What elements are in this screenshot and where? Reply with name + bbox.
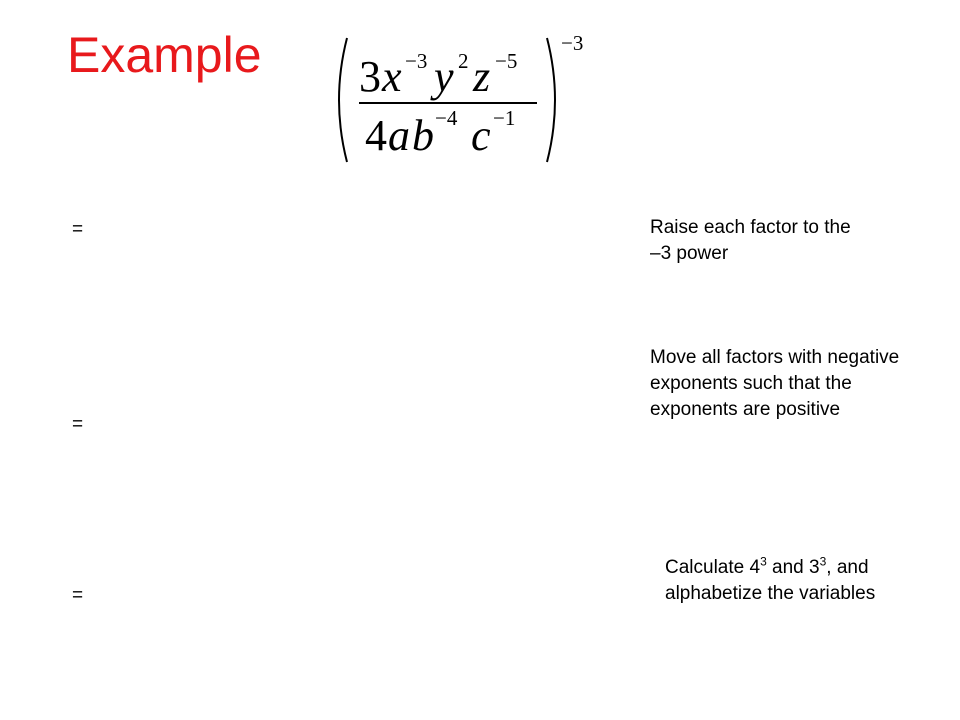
denominator-exp-b: −4 bbox=[435, 106, 458, 130]
outer-exponent: −3 bbox=[561, 31, 584, 55]
equals-sign-step-2: = bbox=[72, 414, 84, 435]
numerator-var-y: y bbox=[434, 52, 454, 101]
numerator-var-x: x bbox=[382, 52, 402, 101]
step-3-note-sup-2: 3 bbox=[819, 554, 827, 569]
denominator-var-b: b bbox=[412, 111, 434, 160]
right-parenthesis bbox=[547, 38, 555, 162]
numerator-coefficient: 3 bbox=[359, 52, 381, 101]
numerator-exp-y: 2 bbox=[458, 49, 469, 73]
step-1-note: Raise each factor to the –3 power bbox=[650, 217, 851, 264]
denominator-coefficient: 4 bbox=[365, 111, 387, 160]
denominator-exp-c: −1 bbox=[493, 106, 516, 130]
numerator-var-z: z bbox=[473, 52, 491, 101]
left-parenthesis bbox=[339, 38, 347, 162]
step-3-note-sup-1: 3 bbox=[760, 554, 767, 569]
denominator-var-c: c bbox=[471, 111, 491, 160]
equals-sign-step-3: = bbox=[72, 585, 84, 606]
step-3-note-mid: and 3 bbox=[766, 557, 820, 578]
equals-sign-step-1: = bbox=[72, 219, 84, 240]
slide-title: Example bbox=[67, 27, 262, 83]
denominator-var-a: a bbox=[388, 111, 410, 160]
step-2-note: Move all factors with negative exponents such that the exponents are positive bbox=[650, 347, 900, 420]
step-3-note-tail: , and alphabetize the variables bbox=[665, 557, 876, 604]
step-3-note bbox=[665, 555, 895, 607]
numerator-exp-x: −3 bbox=[405, 49, 428, 73]
step-3-note-lead: Calculate 4 bbox=[665, 557, 761, 578]
numerator-exp-z: −5 bbox=[495, 49, 518, 73]
expression-formula bbox=[325, 8, 595, 173]
